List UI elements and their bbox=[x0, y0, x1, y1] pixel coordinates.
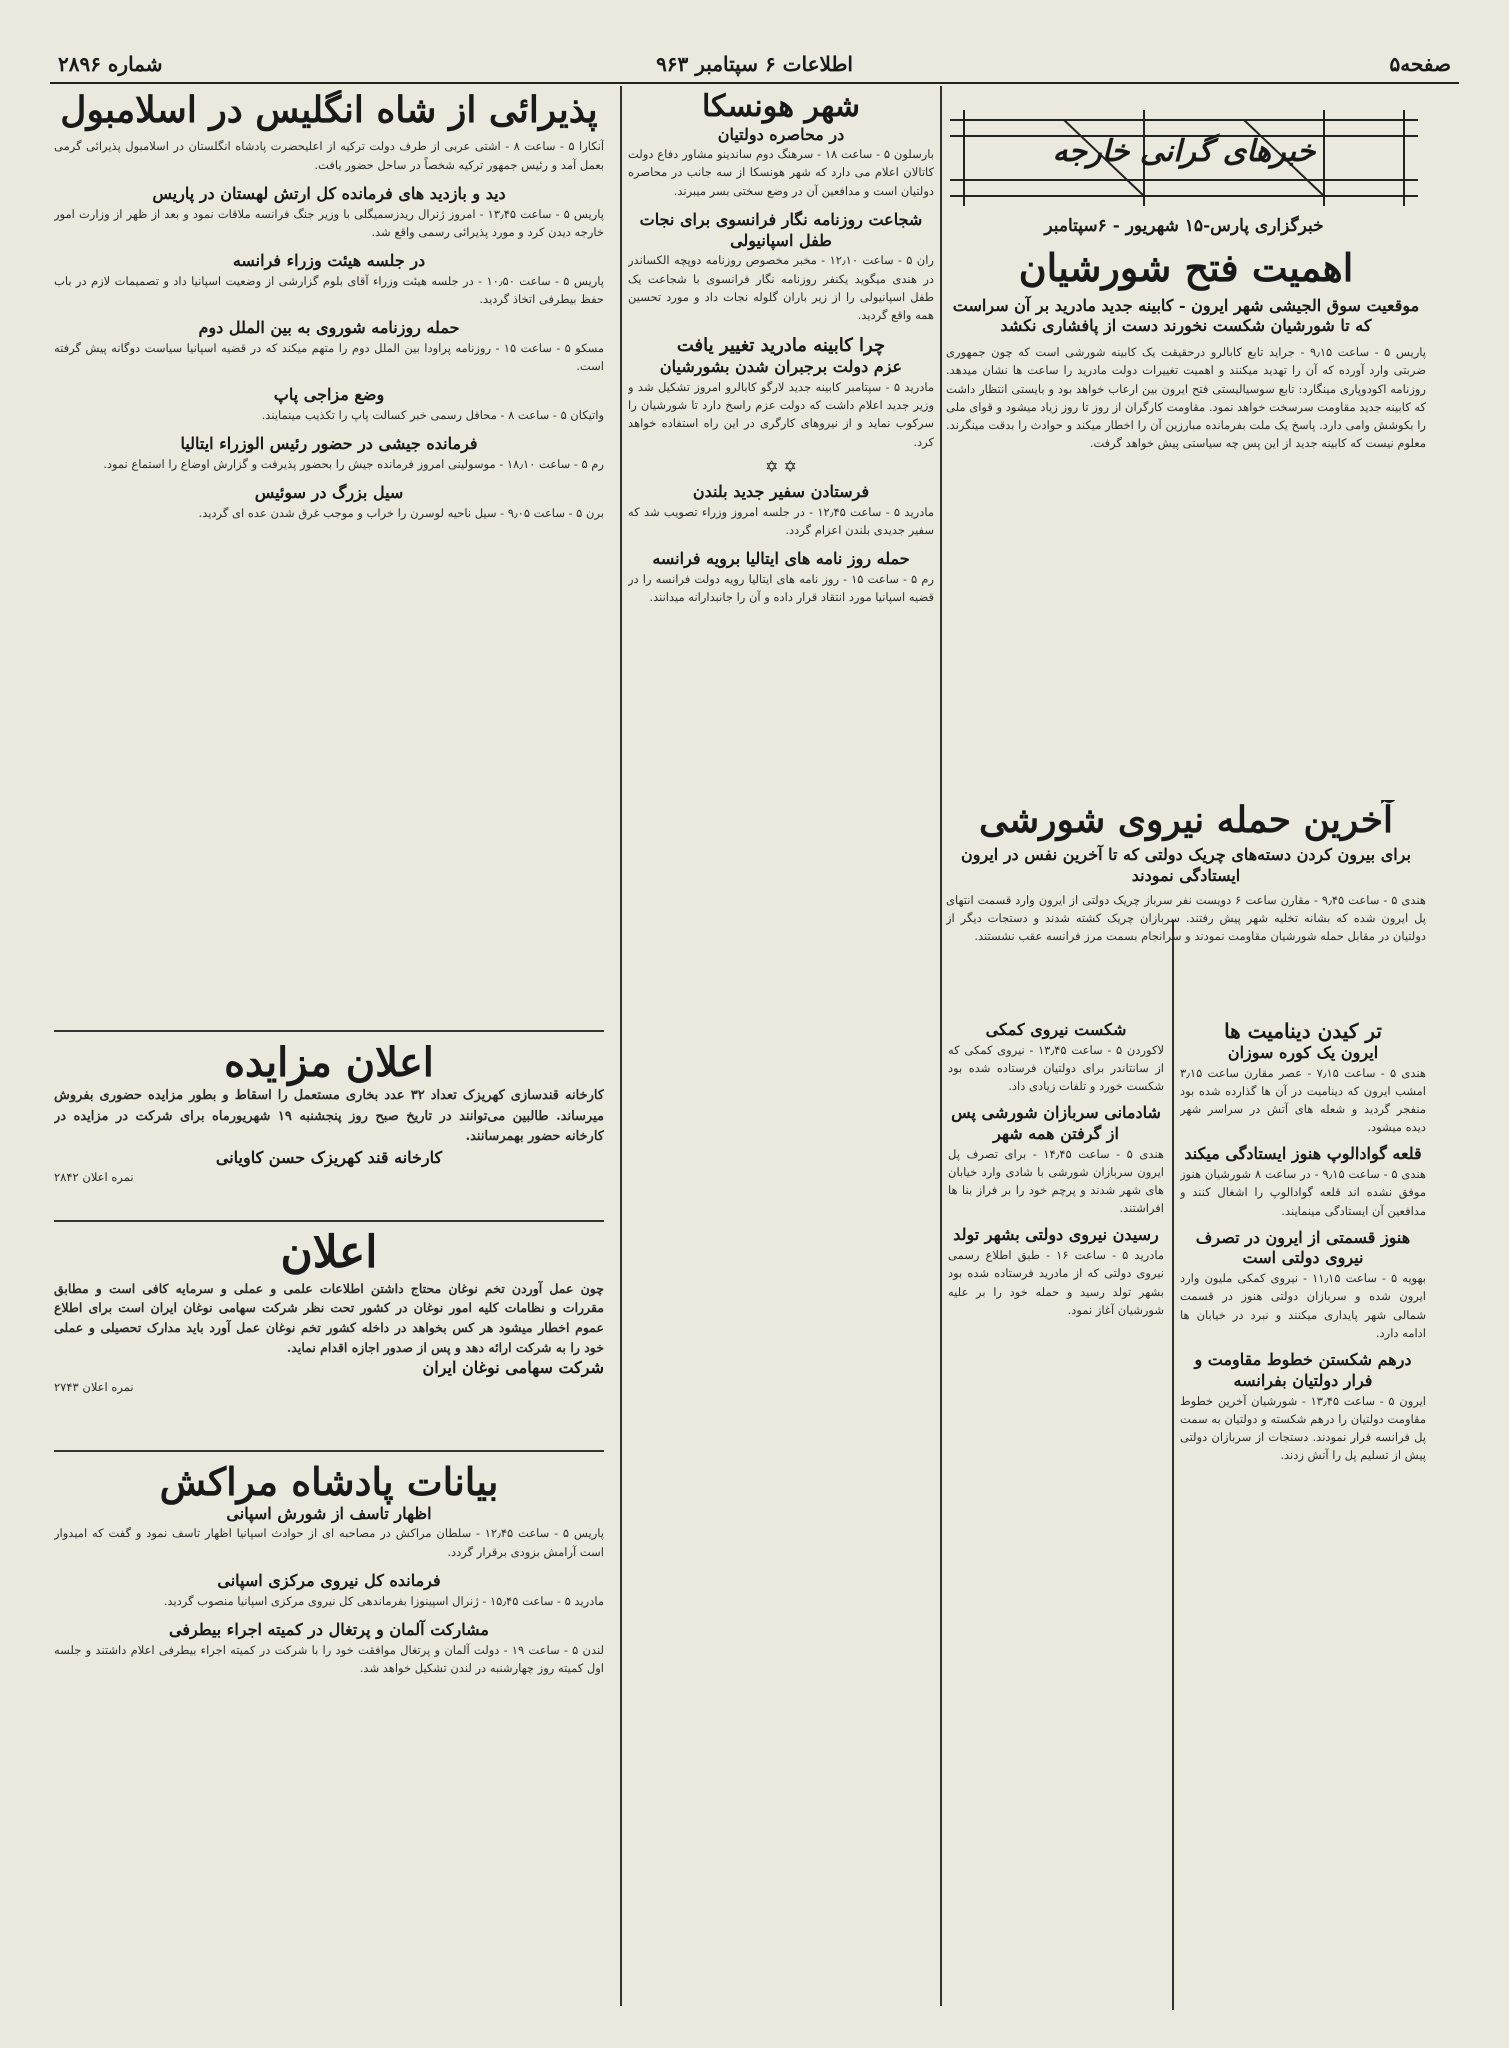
subheadline: در محاصره دولتیان bbox=[717, 124, 845, 144]
article-body: مادرید ۵ - ساعت ۱۲٫۴۵ - در جلسه امروز وزراء تصویب شد که سفیر جدیدی بلندن اعزام گردد. bbox=[628, 504, 934, 537]
agency-text: خبرگزاری پارس-۱۵ شهریور - ۶سپتامبر bbox=[1044, 216, 1324, 236]
article-body: ایرون ۵ - ساعت ۱۳٫۴۵ - شورشیان آخرین خطوط مقاومت دولتیان را درهم شکسته و دولتیان به سمت پل فرانسه فرار نمودند. دستجات از سربازان دولتی پیش از تسلیم پل را آتش زدند. bbox=[1180, 1393, 1426, 1462]
ad-auction bbox=[54, 1040, 604, 1210]
section-rule bbox=[54, 1030, 604, 1032]
article-iron-victory bbox=[946, 246, 1426, 866]
article-body: مادرید ۵ - ساعت ۱۶ - طبق اطلاع رسمی نیروی دولتی که از مادرید فرستاده شده بود بشهر تولد رسید و حمله خود را بر علیه شورشیان آغاز نمود. bbox=[948, 1248, 1164, 1317]
column-rule bbox=[940, 86, 942, 2006]
headline: بیانات پادشاه مراکش bbox=[159, 1460, 499, 1504]
article-body: پاریس ۵ - ساعت ۱۲٫۴۵ - سلطان مراکش در مصاحبه ای از حوادث اسپانیا اظهار تاسف نمود و گفت که امیدوار است آرامش بزودی برقرار گردد. bbox=[54, 1526, 604, 1559]
article-morocco bbox=[54, 1460, 604, 2000]
subheadline: ایرون یک کوره سوزان bbox=[1227, 1043, 1379, 1062]
subheadline: حمله روزنامه شوروی به بین الملل دوم bbox=[198, 317, 460, 337]
subheadline: برای بیرون کردن دسته‌های چریک دولتی که تا آخرین نفس در ایرون ایستادگی نمودند bbox=[961, 845, 1411, 886]
article-body: واتیکان ۵ - ساعت ۸ - محافل رسمی خبر کسالت پاپ را تکذیب مینمایند. bbox=[261, 407, 604, 422]
article-body: رم ۵ - ساعت ۱۵ - روز نامه های ایتالیا رویه دولت فرانسه را در قضیه اسپانیا مورد انتقاد قرار داده و آن را جانبدارانه میدانند. bbox=[628, 571, 934, 604]
subheadline: فرمانده کل نیروی مرکزی اسپانی bbox=[217, 1570, 441, 1590]
subheadline: در جلسه هیئت وزراء فرانسه bbox=[232, 250, 426, 270]
article-body: لاکوردن ۵ - ساعت ۱۳٫۴۵ - نیروی کمکی که از سانتاندر برای دولتیان فرستاده شده بود شکست خورد و تلفات زیادی داد. bbox=[948, 1042, 1164, 1094]
article-body: بارسلون ۵ - ساعت ۱۸ - سرهنگ دوم ساندینو مشاور دفاع دولت کاتالان اعلام می دارد که شهر هونسکا از سه جانب در محاصره دولتیان است و مدافعین آن در وضع سختی بسر میبرند. bbox=[628, 147, 934, 198]
section-rule bbox=[54, 1450, 604, 1452]
article-body: آنکارا ۵ - ساعت ۸ - اشتی عربی از طرف دولت ترکیه از اعلیحضرت پادشاه انگلستان در اسلامبول پذیرائی گرمی بعمل آمد و رئیس جمهور ترکیه شخصاً در ساحل حضور یافت. bbox=[54, 139, 604, 172]
headline: تر کیدن دینامیت ها bbox=[1224, 1020, 1382, 1043]
subheadline: مشارکت آلمان و پرتغال در کمیته اجراء بیطرفی bbox=[169, 1619, 489, 1639]
foreign-news-banner bbox=[944, 100, 1424, 210]
article-body: مسکو ۵ - ساعت ۱۵ - روزنامه پراودا بین الملل دوم را متهم میکند که در قضیه اسپانیا سیاست دوگانه پیش گرفته است. bbox=[54, 340, 604, 373]
subheadline: قلعه گوادالوپ هنوز ایستادگی میکند bbox=[1184, 1144, 1422, 1164]
ad-signature: شرکت سهامی نوغان ایران bbox=[422, 1357, 604, 1377]
ad-title: اعلان bbox=[280, 1228, 378, 1278]
ad-notice bbox=[54, 1228, 604, 1442]
column-rule bbox=[620, 86, 622, 2006]
article-body: هندی ۵ - ساعت ۷٫۱۵ - عصر مقارن ساعت ۳٫۱۵ امشب ایرون که دینامیت در آن ها گذارده شده بود منفجر گردید و شعله های آتش در سراسر شهر دیده میشود. bbox=[1180, 1065, 1426, 1135]
subheadline: شجاعت روزنامه نگار فرانسوی برای نجات طفل اسپانیولی bbox=[639, 209, 923, 250]
subheadline: سیل بزرگ در سوئیس bbox=[254, 482, 404, 502]
ad-body: کارخانه قندسازی کهریزک تعداد ۳۲ عدد بخاری مستعمل را اسقاط و بطور مزایده حضوری بفروش میرساند. طالبین می‌توانند در تاریخ صبح روز پنجشنبه ۱۹ شهریورماه برای شرکت در مزایده در کارخانه حضور بهمرسانند. bbox=[54, 1088, 604, 1145]
article-body: هندی ۵ - ساعت ۱۴٫۴۵ - برای تصرف پل ایرون سربازان شورشی با شادی وارد خیابان های شهر شدند و پرچم خود را بر فراز بنا ها افراشتند. bbox=[948, 1146, 1164, 1216]
subheadline: فرمانده جیشی در حضور رئیس الوزراء ایتالیا bbox=[180, 433, 478, 453]
agency-line bbox=[944, 215, 1424, 237]
ad-body: چون عمل آوردن تخم نوغان محتاج داشتن اطلاعات علمی و عملی و سرمایه کافی است و مطابق مقررات و نظامات کلیه امور نوغان در کشور تحت نظر شرکت سهامی نوغان ایران است برای اطلاع عموم اخطار میشود هر کس بخواهد در داخله کشور تخم نوغان عمل آورد باید مدارک تحصیلی و عملی خود را به شرکت ارائه دهد و پس از صدور اجازه اقدام نماید. bbox=[54, 1280, 604, 1355]
ad-title: اعلان مزایده bbox=[224, 1040, 434, 1086]
headline: آخرین حمله نیروی شورشی bbox=[978, 800, 1394, 841]
ad-number: نمره اعلان ۲۸۴۲ bbox=[54, 1170, 134, 1185]
banner-title: خبرهای گرانی خارجه bbox=[1052, 134, 1316, 169]
article-dynamite bbox=[1180, 1020, 1426, 2000]
article-body: رم ۵ - ساعت ۱۸٫۱۰ - موسولینی امروز فرمانده جیش را بحضور پذیرفت و گزارش اوضاع را استماع نمود. bbox=[103, 456, 604, 471]
ad-number: نمره اعلان ۲۷۴۳ bbox=[54, 1380, 134, 1395]
article-body: هندی ۵ - ساعت ۹٫۴۵ - مقارن ساعت ۶ دویست نفر سرباز چریک دولتی از ایرون وارد قسمت انتهای پل ایرون شده که بشانه تخلیه شهر پیش رفتند. سربازان چریک کشته شدند و دستجات دیگر از دولتیان در مقابل حمله شورشیان مقاومت نمودند و سرانجام بسمت مرز فرانسه عقب نشستند. bbox=[946, 892, 1426, 944]
subheadline: حمله روز نامه های ایتالیا برویه فرانسه bbox=[652, 548, 910, 568]
headline: پذیرائی از شاه انگلیس در اسلامبول bbox=[60, 90, 598, 131]
article-body: هندی ۵ - ساعت ۹٫۱۵ - در ساعت ۸ شورشیان هنوز موفق نشده اند قلعه گوادالوپ را اشغال کنند و مدافعین آن ایستادگی مینمایند. bbox=[1180, 1167, 1426, 1218]
subheadline: درهم شکستن خطوط مقاومت و فرار دولتیان بفرانسه bbox=[1194, 1349, 1412, 1390]
subheadline: دید و بازدید های فرمانده کل ارتش لهستان در پاریس bbox=[152, 183, 506, 203]
article-last-attack bbox=[946, 800, 1426, 1010]
subheadline: فرستادن سفیر جدید بلندن bbox=[692, 481, 870, 501]
article-body: مادرید ۵ - ساعت ۱۵٫۴۵ - ژنرال اسپینوزا بفرماندهی کل نیروی مرکزی اسپانیا منصوب گردید. bbox=[163, 1593, 604, 1608]
subheadline: شادمانی سربازان شورشی پس از گرفتن همه شهر bbox=[951, 1103, 1161, 1144]
subheadline: هنوز قسمتی از ایرون در تصرف نیروی دولتی است bbox=[1195, 1227, 1411, 1268]
headline: شهر هونسکا bbox=[701, 90, 861, 124]
subheadline: موقعیت سوق الجیشی شهر ایرون - کابینه جدید مادرید بر آن سراست که تا شورشیان شکست نخورند دست از پافشاری نکشد bbox=[952, 295, 1420, 336]
article-body: پاریس ۵ - ساعت ۱۳٫۴۵ - امروز ژنرال ریدزسمیگلی با وزیر جنگ فرانسه ملاقات نمود و بعد از ظهر از وزارت امور خارجه دیدن کرد و مورد پذیرائی رسمی واقع شد. bbox=[54, 206, 604, 239]
column-rule bbox=[1172, 920, 1174, 2010]
issue-number: شماره ۲۸۹۶ bbox=[58, 52, 163, 76]
subheadline: وضع مزاجی پاپ bbox=[273, 385, 385, 405]
subheadline: چرا کابینه مادرید تغییر یافت bbox=[676, 334, 886, 356]
headline: اهمیت فتح شورشیان bbox=[1018, 246, 1354, 290]
page-number: صفحه۵ bbox=[1389, 52, 1451, 76]
subheadline: رسیدن نیروی دولتی بشهر تولد bbox=[953, 1225, 1159, 1245]
subheadline: عزم دولت برجبران شدن بشورشیان bbox=[659, 357, 903, 377]
subheadline: شکست نیروی کمکی bbox=[985, 1020, 1127, 1039]
article-reinforcements bbox=[948, 1020, 1164, 2000]
article-body: برن ۵ - ساعت ۹٫۰۵ - سیل ناحیه لوسرن را خراب و موجب غرق شدن عده ای گردید. bbox=[198, 505, 604, 520]
article-huesca bbox=[628, 90, 934, 2000]
ad-signature: کارخانه قند کهریزک حسن کاویانی bbox=[215, 1147, 443, 1167]
section-rule bbox=[54, 1220, 604, 1222]
article-body: ران ۵ - ساعت ۱۲٫۱۰ - مخبر مخصوص روزنامه دوپچه الکساندر در هندی میگوید یکنفر روزنامه نگار فرانسوی با شجاعت یک طفل اسپانیولی را از زیر باران گلوله نجات داد و مورد تحسین همه واقع گردید. bbox=[628, 253, 934, 322]
page-header bbox=[50, 48, 1459, 84]
subheadline: اظهار تاسف از شورش اسپانی bbox=[226, 1503, 432, 1523]
article-body: پاریس ۵ - ساعت ۱۰٫۵۰ - در جلسه هیئت وزراء آقای بلوم گزارشی از وضعیت اسپانیا داد و تصمیمات لازم در باب حفظ بیطرفی اتخاذ گردید. bbox=[54, 273, 604, 306]
article-king-istanbul bbox=[54, 90, 604, 1020]
article-body: مادرید ۵ - سپتامبر کابینه جدید لارگو کابالرو امروز تشکیل شد و وزیر جدید اعلام داشت که دولت عزم راسخ دارد تا شورشیان را سرکوب نماید و از نیروهای کارگری در این راه استفاده خواهد کرد. bbox=[628, 380, 934, 449]
article-body: پاریس ۵ - ساعت ۹٫۱۵ - جراید تابع کابالرو درحقیقت یک کابینه شورشی است که چون جمهوری ضربتی وارد آورده که آن را تهدید میکنند و اهمیت تغییرات دولت مادرید را ساعت ها نشان میدهد. روزنامه اکودوپاری مینگارد: تابع سوسیالیستی فتح ایرون بین ارعاب خواهد بود و بایستی انتظار داشت که کابینه جدید مقاومت سرسخت خواهد نمود. مقاومت کارگران از روز تا روز زیاد میشود و قوای ملی را بکوشش وامی دارد. پاسخ یک ملت بفرمانده مبارزین آن را اخطار میکند و حوادث را بدقت مینگرند. معلوم نیست که کابینه جدید از این پس چه سیاستی پیش خواهد گرفت. bbox=[946, 345, 1426, 451]
article-body: بهویه ۵ - ساعت ۱۱٫۱۵ - نیروی کمکی ملیون وارد ایرون شده و سربازان دولتی هنوز در قسمت شمالی شهر پایداری میکنند و نبرد در خیابان ها ادامه دارد. bbox=[1180, 1271, 1426, 1340]
issue-date: اطلاعات ۶ سپتامبر ۹۶۳ bbox=[656, 52, 853, 76]
article-body: لندن ۵ - ساعت ۱۹ - دولت آلمان و پرتغال موافقت خود را با شرکت در کمیته اجراء بیطرفی اعلام داشتند و جلسه اول کمیته روز چهارشنبه در لندن تشکیل خواهد شد. bbox=[54, 1642, 604, 1675]
star-separator-icon: ✡ ✡ bbox=[765, 456, 797, 476]
